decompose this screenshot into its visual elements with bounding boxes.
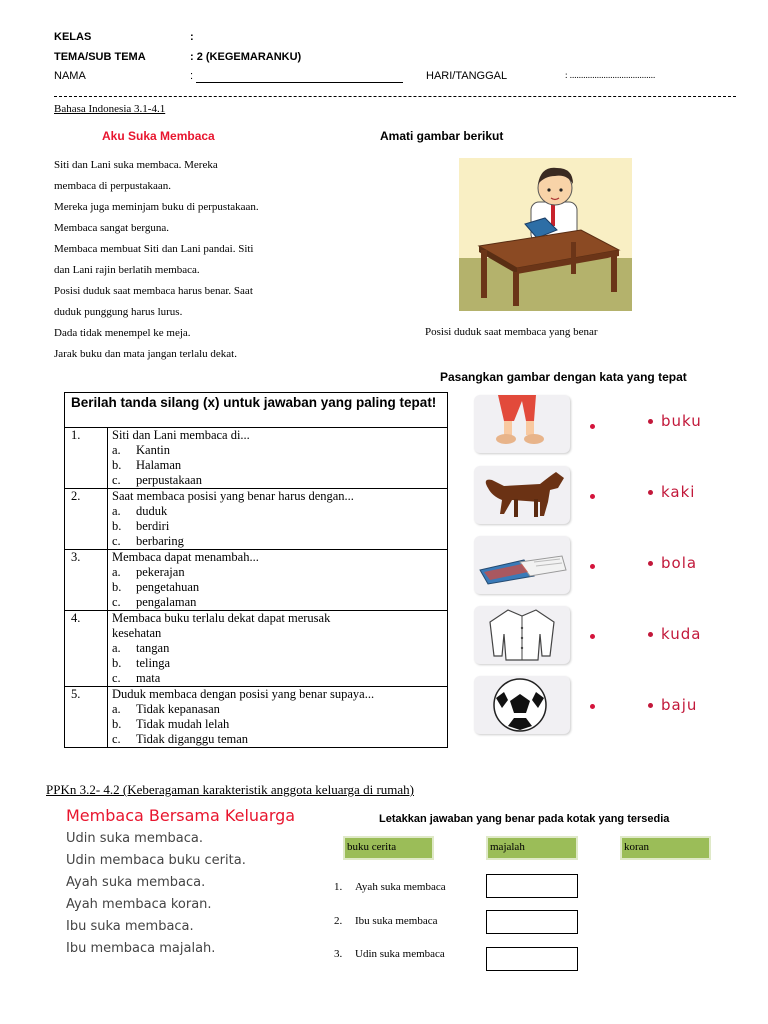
choice-koran[interactable]: koran (620, 836, 711, 860)
hari-label: HARI/TANGGAL (426, 70, 508, 82)
passage-line: Siti dan Lani suka membaca. Mereka (54, 159, 218, 171)
passage-line: Membaca sangat berguna. (54, 222, 169, 234)
passage-line: Jarak buku dan mata jangan terlalu dekat. (54, 348, 237, 360)
baju-picture[interactable] (474, 606, 570, 664)
passage-line: Posisi duduk saat membaca harus benar. Saat (54, 285, 253, 297)
answer-option[interactable]: c. Tidak diganggu teman (112, 732, 249, 746)
answer-option[interactable]: b. berdiri (112, 519, 170, 533)
tema-value: : 2 (KEGEMARANKU) (190, 51, 302, 63)
answer-option[interactable]: a. pekerajan (112, 565, 185, 579)
reading-line: Ayah suka membaca. (66, 875, 206, 890)
kelas-label: KELAS (54, 31, 92, 43)
answer-instruction: Letakkan jawaban yang benar pada kotak yang tersedia (379, 813, 670, 825)
choice-majalah[interactable]: majalah (486, 836, 578, 860)
answer-option[interactable]: a. Kantin (112, 443, 171, 457)
question-text: Duduk membaca dengan posisi yang benar supaya... (112, 687, 375, 701)
image-caption: Posisi duduk saat membaca yang benar (425, 326, 598, 338)
match-dot[interactable] (590, 704, 595, 709)
answer-option[interactable]: c. pengalaman (112, 595, 197, 609)
answer-option[interactable]: b. pengetahuan (112, 580, 200, 594)
match-dot[interactable] (590, 494, 595, 499)
answer-label: Ibu suka membaca (355, 915, 438, 927)
answer-option[interactable]: a. duduk (112, 504, 168, 518)
answer-row (334, 881, 446, 893)
hari-value[interactable]: : ...................................... (565, 70, 656, 80)
choice-buku-cerita[interactable]: buku cerita (343, 836, 434, 860)
matching-title: Pasangkan gambar dengan kata yang tepat (440, 370, 687, 384)
question-text: Saat membaca posisi yang benar harus dengan... (112, 489, 354, 503)
section2-subject: PPKn 3.2- 4.2 (Keberagaman karakteristik anggota keluarga di rumah) (46, 782, 414, 797)
family-reading-text (66, 828, 246, 960)
reading-line: Udin membaca buku cerita. (66, 853, 246, 868)
reading-line: Ibu membaca majalah. (66, 941, 216, 956)
question-text: Membaca dapat menambah... (112, 550, 259, 564)
question-text: Membaca buku terlalu dekat dapat merusak kesehatan (112, 611, 331, 640)
kaki-picture[interactable] (474, 395, 570, 453)
answer-option[interactable]: a. Tidak kepanasan (112, 702, 220, 716)
answer-row (334, 915, 437, 927)
answer-box[interactable] (486, 874, 578, 898)
answer-option[interactable]: a. tangan (112, 641, 170, 655)
answer-option[interactable]: b. Halaman (112, 458, 182, 472)
book-icon (474, 536, 570, 594)
header-divider (54, 96, 736, 97)
passage-line: Mereka juga meminjam buku di perpustakaan. (54, 201, 259, 213)
question-row (65, 611, 448, 687)
question-row (65, 687, 448, 748)
answer-option[interactable]: c. perpustakaan (112, 473, 202, 487)
section1-subject: Bahasa Indonesia 3.1-4.1 (54, 103, 166, 115)
answer-label: Udin suka membaca (355, 948, 445, 960)
match-word[interactable]: baju (648, 696, 697, 714)
question-number: 1. (65, 428, 108, 489)
question-row (65, 550, 448, 611)
ball-icon (474, 676, 570, 734)
question-number: 5. (65, 687, 108, 748)
reading-title: Membaca Bersama Keluarga (66, 806, 296, 825)
match-word[interactable]: kuda (648, 625, 701, 643)
quiz-table (64, 392, 448, 748)
answer-label: Ayah suka membaca (355, 881, 446, 893)
question-row (65, 428, 448, 489)
match-dot[interactable] (590, 564, 595, 569)
horse-icon (474, 466, 570, 524)
passage-line: membaca di perpustakaan. (54, 180, 171, 192)
nama-colon: : (190, 70, 194, 82)
passage-text (54, 155, 259, 365)
match-word[interactable]: kaki (648, 483, 695, 501)
question-number: 3. (65, 550, 108, 611)
kuda-picture[interactable] (474, 466, 570, 524)
buku-picture[interactable] (474, 536, 570, 594)
nama-input-line[interactable] (196, 82, 403, 83)
answer-box[interactable] (486, 947, 578, 971)
reading-boy-illustration (459, 158, 632, 311)
question-text: Siti dan Lani membaca di... (112, 428, 250, 442)
answer-number: 3. (334, 948, 343, 960)
answer-option[interactable]: b. telinga (112, 656, 171, 670)
passage-title: Aku Suka Membaca (102, 129, 215, 143)
answer-number: 2. (334, 915, 343, 927)
passage-line: Dada tidak menempel ke meja. (54, 327, 191, 339)
answer-option[interactable]: c. berbaring (112, 534, 184, 548)
match-dot[interactable] (590, 634, 595, 639)
reading-line: Ayah membaca koran. (66, 897, 212, 912)
match-word[interactable]: buku (648, 412, 702, 430)
match-dot[interactable] (590, 424, 595, 429)
question-number: 4. (65, 611, 108, 687)
answer-box[interactable] (486, 910, 578, 934)
legs-icon (474, 395, 570, 453)
bola-picture[interactable] (474, 676, 570, 734)
quiz-title: Berilah tanda silang (x) untuk jawaban yang paling tepat! (65, 393, 448, 428)
question-number: 2. (65, 489, 108, 550)
passage-line: duduk punggung harus lurus. (54, 306, 183, 318)
nama-label: NAMA (54, 70, 86, 82)
answer-option[interactable]: c. mata (112, 671, 161, 685)
passage-line: dan Lani rajin berlatih membaca. (54, 264, 200, 276)
observe-title: Amati gambar berikut (380, 129, 504, 143)
tema-label: TEMA/SUB TEMA (54, 51, 146, 63)
answer-option[interactable]: b. Tidak mudah lelah (112, 717, 230, 731)
match-word[interactable]: bola (648, 554, 697, 572)
passage-line: Membaca membuat Siti dan Lani pandai. Siti (54, 243, 254, 255)
reading-line: Ibu suka membaca. (66, 919, 194, 934)
question-row (65, 489, 448, 550)
reading-line: Udin suka membaca. (66, 831, 203, 846)
shirt-icon (474, 606, 570, 664)
answer-number: 1. (334, 881, 343, 893)
kelas-colon: : (190, 31, 194, 43)
answer-row (334, 948, 445, 960)
